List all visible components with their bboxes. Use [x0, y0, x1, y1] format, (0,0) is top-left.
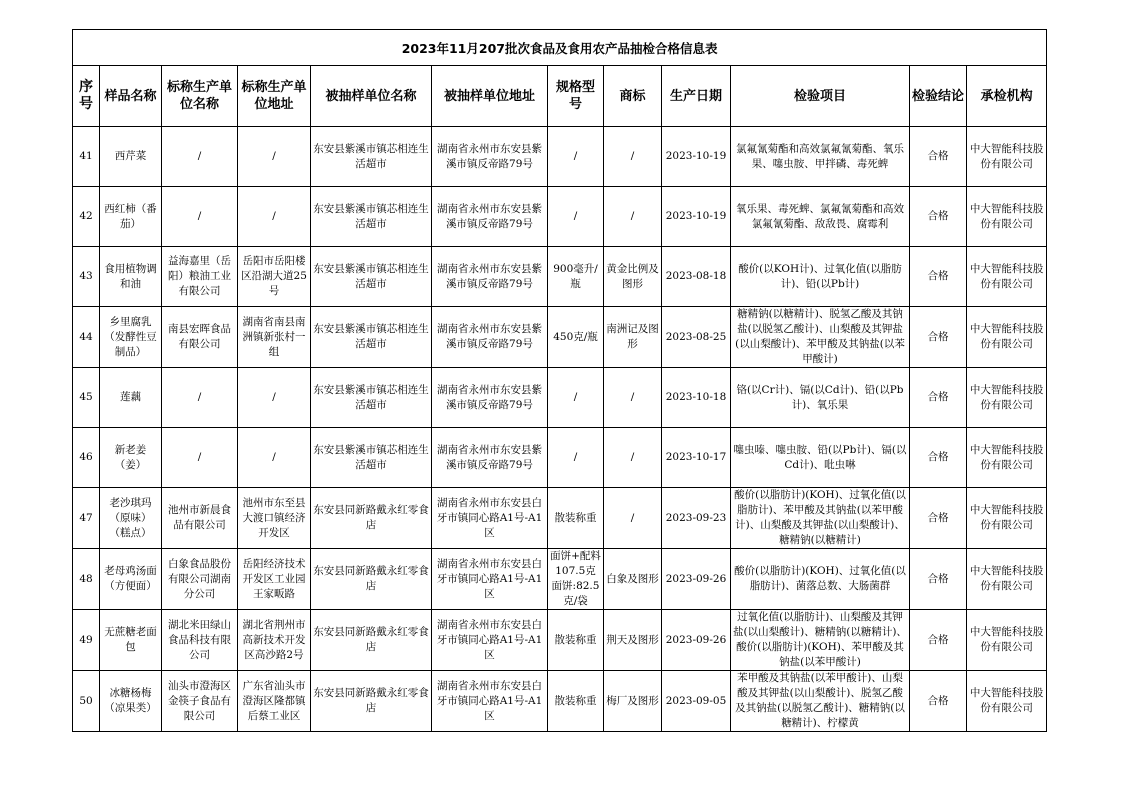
cell-result: 合格: [910, 307, 967, 368]
cell-manufacturer-address: /: [238, 127, 311, 187]
cell-manufacturer-address: /: [238, 368, 311, 428]
cell-brand: /: [604, 187, 662, 247]
cell-date: 2023-10-19: [662, 187, 731, 247]
cell-test-items: 苯甲酸及其钠盐(以苯甲酸计)、山梨酸及其钾盐(以山梨酸计)、脱氢乙酸及其钠盐(以脱氢乙酸计)、糖精钠(以糖精计)、柠檬黄: [731, 671, 910, 732]
cell-brand: 黄金比例及图形: [604, 247, 662, 307]
cell-spec: /: [548, 428, 604, 488]
cell-brand: 南洲记及图形: [604, 307, 662, 368]
header-brand: 商标: [604, 66, 662, 127]
table-title: 2023年11月207批次食品及食用农产品抽检合格信息表: [73, 30, 1047, 66]
cell-spec: /: [548, 127, 604, 187]
cell-lab: 中大智能科技股份有限公司: [967, 307, 1047, 368]
cell-brand: 白象及图形: [604, 549, 662, 610]
cell-lab: 中大智能科技股份有限公司: [967, 247, 1047, 307]
table-row: [73, 549, 1047, 610]
cell-sampled-unit: 东安县紫溪市镇芯相连生活超市: [311, 127, 432, 187]
inspection-table: [72, 29, 1047, 732]
cell-lab: 中大智能科技股份有限公司: [967, 187, 1047, 247]
cell-no: 44: [73, 307, 100, 368]
cell-spec: 900毫升/瓶: [548, 247, 604, 307]
cell-lab: 中大智能科技股份有限公司: [967, 610, 1047, 671]
cell-name: 老沙琪玛（原味）（糕点）: [100, 488, 162, 549]
cell-brand: /: [604, 368, 662, 428]
cell-lab: 中大智能科技股份有限公司: [967, 671, 1047, 732]
cell-name: 新老姜（姜）: [100, 428, 162, 488]
cell-manufacturer-address: 岳阳市岳阳楼区沿湖大道25号: [238, 247, 311, 307]
cell-sampled-address: 湖南省永州市东安县紫溪市镇反帝路79号: [432, 127, 548, 187]
header-sampled-unit: 被抽样单位名称: [311, 66, 432, 127]
cell-name: 冰糖杨梅（凉果类）: [100, 671, 162, 732]
cell-no: 47: [73, 488, 100, 549]
header-seq: 序号: [73, 66, 100, 127]
cell-test-items: 氧乐果、毒死蜱、氯氟氰菊酯和高效氯氟氰菊酯、敌敌畏、腐霉利: [731, 187, 910, 247]
cell-manufacturer-address: /: [238, 187, 311, 247]
cell-sampled-address: 湖南省永州市东安县紫溪市镇反帝路79号: [432, 428, 548, 488]
cell-sampled-unit: 东安县同新路戴永红零食店: [311, 671, 432, 732]
cell-name: 老母鸡汤面（方便面）: [100, 549, 162, 610]
cell-test-items: 酸价(以脂肪计)(KOH)、过氧化值(以脂肪计)、菌落总数、大肠菌群: [731, 549, 910, 610]
cell-date: 2023-09-23: [662, 488, 731, 549]
cell-manufacturer: 白象食品股份有限公司湖南分公司: [162, 549, 238, 610]
header-manufacturer: 标称生产单位名称: [162, 66, 238, 127]
cell-lab: 中大智能科技股份有限公司: [967, 549, 1047, 610]
cell-manufacturer: 湖北米田绿山食品科技有限公司: [162, 610, 238, 671]
header-manufacturer-address: 标称生产单位地址: [238, 66, 311, 127]
cell-sampled-unit: 东安县紫溪市镇芯相连生活超市: [311, 368, 432, 428]
table-row: [73, 488, 1047, 549]
cell-date: 2023-08-18: [662, 247, 731, 307]
header-test-items: 检验项目: [731, 66, 910, 127]
cell-no: 50: [73, 671, 100, 732]
cell-spec: 散装称重: [548, 488, 604, 549]
table-row: [73, 610, 1047, 671]
cell-manufacturer: 南县宏晖食品有限公司: [162, 307, 238, 368]
table-row: [73, 307, 1047, 368]
cell-brand: 梅厂及图形: [604, 671, 662, 732]
cell-result: 合格: [910, 671, 967, 732]
cell-manufacturer-address: 湖南省南县南洲镇新张村一组: [238, 307, 311, 368]
cell-manufacturer: 池州市新晨食品有限公司: [162, 488, 238, 549]
cell-test-items: 糖精钠(以糖精计)、脱氢乙酸及其钠盐(以脱氢乙酸计)、山梨酸及其钾盐(以山梨酸计)、苯甲酸及其钠盐(以苯甲酸计): [731, 307, 910, 368]
cell-date: 2023-10-19: [662, 127, 731, 187]
cell-no: 46: [73, 428, 100, 488]
cell-test-items: 过氧化值(以脂肪计)、山梨酸及其钾盐(以山梨酸计)、糖精钠(以糖精计)、酸价(以脂肪计)(KOH)、苯甲酸及其钠盐(以苯甲酸计): [731, 610, 910, 671]
cell-spec: 散装称重: [548, 671, 604, 732]
cell-manufacturer: /: [162, 368, 238, 428]
cell-sampled-address: 湖南省永州市东安县白牙市镇同心路A1号-A1区: [432, 549, 548, 610]
cell-sampled-address: 湖南省永州市东安县紫溪市镇反帝路79号: [432, 187, 548, 247]
cell-sampled-unit: 东安县紫溪市镇芯相连生活超市: [311, 307, 432, 368]
cell-lab: 中大智能科技股份有限公司: [967, 488, 1047, 549]
cell-sampled-address: 湖南省永州市东安县紫溪市镇反帝路79号: [432, 247, 548, 307]
cell-sampled-unit: 东安县紫溪市镇芯相连生活超市: [311, 247, 432, 307]
cell-test-items: 酸价(以KOH计)、过氧化值(以脂肪计)、铅(以Pb计): [731, 247, 910, 307]
cell-result: 合格: [910, 187, 967, 247]
cell-sampled-address: 湖南省永州市东安县白牙市镇同心路A1号-A1区: [432, 671, 548, 732]
cell-brand: /: [604, 488, 662, 549]
cell-name: 乡里腐乳（发酵性豆制品）: [100, 307, 162, 368]
cell-name: 西芹菜: [100, 127, 162, 187]
cell-manufacturer-address: 池州市东至县大渡口镇经济开发区: [238, 488, 311, 549]
cell-sampled-address: 湖南省永州市东安县白牙市镇同心路A1号-A1区: [432, 488, 548, 549]
cell-name: 西红柿（番茄）: [100, 187, 162, 247]
cell-manufacturer: /: [162, 428, 238, 488]
cell-manufacturer-address: 广东省汕头市澄海区隆都镇后蔡工业区: [238, 671, 311, 732]
cell-spec: 散装称重: [548, 610, 604, 671]
cell-test-items: 铬(以Cr计)、镉(以Cd计)、铅(以Pb计)、氧乐果: [731, 368, 910, 428]
cell-result: 合格: [910, 368, 967, 428]
cell-no: 48: [73, 549, 100, 610]
cell-result: 合格: [910, 127, 967, 187]
cell-lab: 中大智能科技股份有限公司: [967, 127, 1047, 187]
cell-result: 合格: [910, 428, 967, 488]
cell-result: 合格: [910, 610, 967, 671]
header-sample-name: 样品名称: [100, 66, 162, 127]
cell-manufacturer: /: [162, 127, 238, 187]
cell-sampled-unit: 东安县同新路戴永红零食店: [311, 488, 432, 549]
cell-manufacturer-address: /: [238, 428, 311, 488]
cell-result: 合格: [910, 549, 967, 610]
cell-test-items: 酸价(以脂肪计)(KOH)、过氧化值(以脂肪计)、苯甲酸及其钠盐(以苯甲酸计)、山梨酸及其钾盐(以山梨酸计)、糖精钠(以糖精计): [731, 488, 910, 549]
cell-sampled-unit: 东安县紫溪市镇芯相连生活超市: [311, 428, 432, 488]
cell-spec: /: [548, 368, 604, 428]
cell-manufacturer: /: [162, 187, 238, 247]
cell-lab: 中大智能科技股份有限公司: [967, 368, 1047, 428]
header-lab: 承检机构: [967, 66, 1047, 127]
cell-spec: 面饼+配料107.5克面饼:82.5克/袋: [548, 549, 604, 610]
cell-sampled-unit: 东安县同新路戴永红零食店: [311, 610, 432, 671]
cell-sampled-address: 湖南省永州市东安县紫溪市镇反帝路79号: [432, 307, 548, 368]
cell-spec: /: [548, 187, 604, 247]
cell-name: 食用植物调和油: [100, 247, 162, 307]
cell-no: 42: [73, 187, 100, 247]
cell-brand: /: [604, 127, 662, 187]
cell-test-items: 氯氟氰菊酯和高效氯氟氰菊酯、氧乐果、噻虫胺、甲拌磷、毒死蜱: [731, 127, 910, 187]
cell-no: 49: [73, 610, 100, 671]
cell-manufacturer: 汕头市澄海区金筷子食品有限公司: [162, 671, 238, 732]
cell-brand: /: [604, 428, 662, 488]
cell-no: 41: [73, 127, 100, 187]
cell-no: 45: [73, 368, 100, 428]
cell-test-items: 噻虫嗪、噻虫胺、铅(以Pb计)、镉(以Cd计)、吡虫啉: [731, 428, 910, 488]
table-row: [73, 428, 1047, 488]
header-production-date: 生产日期: [662, 66, 731, 127]
header-sampled-address: 被抽样单位地址: [432, 66, 548, 127]
cell-result: 合格: [910, 247, 967, 307]
cell-manufacturer: 益海嘉里（岳阳）粮油工业有限公司: [162, 247, 238, 307]
cell-lab: 中大智能科技股份有限公司: [967, 428, 1047, 488]
cell-date: 2023-08-25: [662, 307, 731, 368]
header-row: [73, 66, 1047, 127]
cell-name: 无蔗糖老面包: [100, 610, 162, 671]
cell-manufacturer-address: 湖北省荆州市高新技术开发区高沙路2号: [238, 610, 311, 671]
cell-no: 43: [73, 247, 100, 307]
cell-date: 2023-09-26: [662, 549, 731, 610]
table-row: [73, 368, 1047, 428]
cell-brand: 荆天及图形: [604, 610, 662, 671]
cell-sampled-address: 湖南省永州市东安县紫溪市镇反帝路79号: [432, 368, 548, 428]
cell-name: 莲藕: [100, 368, 162, 428]
cell-date: 2023-09-26: [662, 610, 731, 671]
cell-manufacturer-address: 岳阳经济技术开发区工业园王家畈路: [238, 549, 311, 610]
table-row: [73, 247, 1047, 307]
table-row: [73, 671, 1047, 732]
cell-sampled-unit: 东安县紫溪市镇芯相连生活超市: [311, 187, 432, 247]
cell-date: 2023-09-05: [662, 671, 731, 732]
table-row: [73, 187, 1047, 247]
cell-spec: 450克/瓶: [548, 307, 604, 368]
cell-sampled-address: 湖南省永州市东安县白牙市镇同心路A1号-A1区: [432, 610, 548, 671]
header-result: 检验结论: [910, 66, 967, 127]
header-spec: 规格型号: [548, 66, 604, 127]
cell-date: 2023-10-18: [662, 368, 731, 428]
table-row: [73, 127, 1047, 187]
cell-sampled-unit: 东安县同新路戴永红零食店: [311, 549, 432, 610]
cell-result: 合格: [910, 488, 967, 549]
cell-date: 2023-10-17: [662, 428, 731, 488]
